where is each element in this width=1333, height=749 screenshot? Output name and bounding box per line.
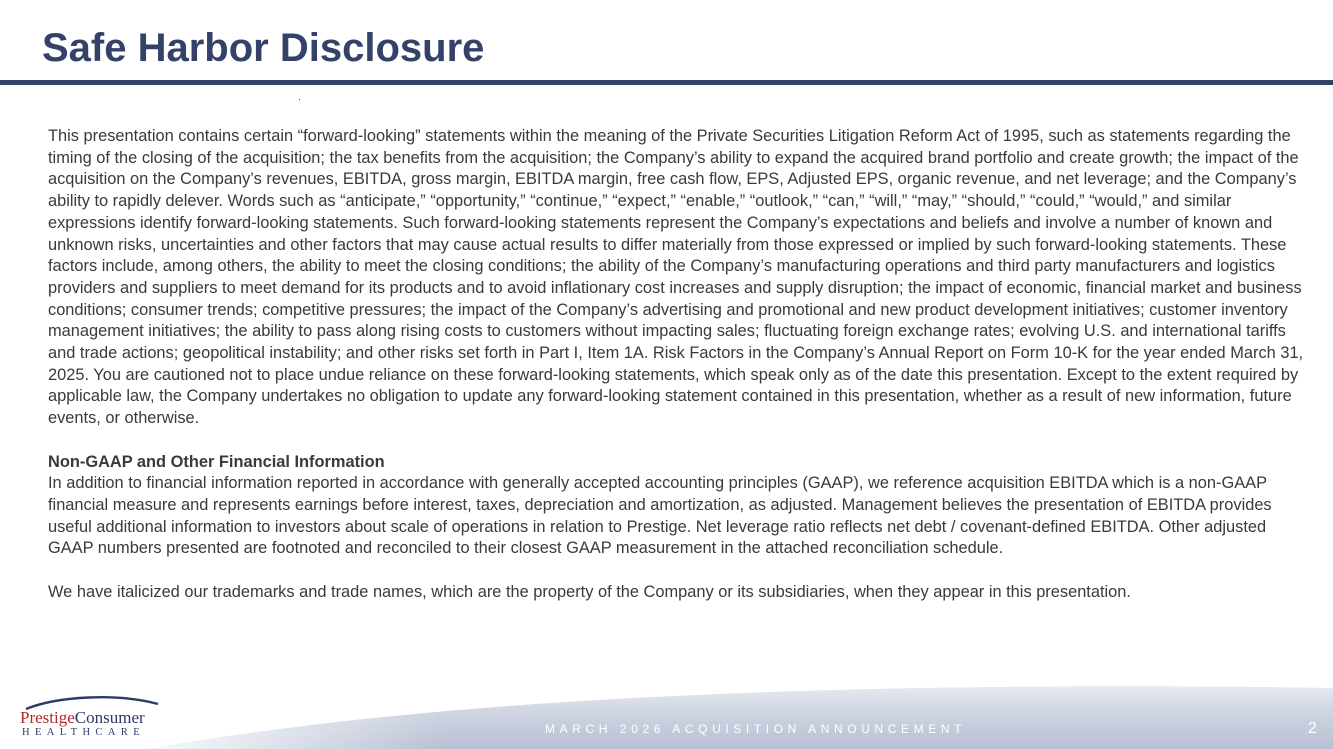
forward-looking-paragraph: This presentation contains certain “forward-looking” statements within the meaning of the Private Securities Litigation Reform Act of 1995, such as statements regarding the timing of the closing of the acquisition; the tax benefits from the acquisition; the Company’s ability to expand the acquired brand portfolio and create growth; the impact of the acquisition on the Company’s revenues, EBITDA, gross margin, EBITDA margin, free cash flow, EPS, Adjusted EPS, organic revenue, and net leverage; and the Company’s ability to rapidly delever. Words such as “anticipate,” “opportunity,” “continue,” “expect,” “enable,” “outlook,” “can,” “will,” “may,” “should,” “could,” “would,” and similar expressions identify forward-looking statements. Such forward-looking statements represent the Company’s expectations and beliefs and involve a number of known and unknown risks, uncertainties and other factors that may cause actual results to differ materially from those expressed or implied by such forward-looking statements. These factors include, among others, the ability to meet the closing conditions; the ability of the Company’s manufacturing operations and third party manufacturers and logistics providers and suppliers to meet demand for its products and to avoid inflationary cost increases and supply disruption; the impact of economic, financial market and business conditions; consumer trends; competitive pressures; the impact of the Company’s advertising and promotional and new product development initiatives; customer inventory management initiatives; the ability to pass along rising costs to customers without impacting sales; fluctuating foreign exchange rates; evolving U.S. and international tariffs and trade actions; geopolitical instability; and other risks set forth in Part I, Item 1A. Risk Factors in the Company’s Annual Report on Form 10-K for the year ended March 31, 2025. You are cautioned not to place undue reliance on these forward-looking statements, which speak only as of the date this presentation. Except to the extent required by applicable law, the Company undertakes no obligation to update any forward-looking statement contained in this presentation, whether as a result of new information, future events, or otherwise.: [48, 127, 1304, 428]
logo-wordmark: [20, 709, 145, 727]
trademarks-paragraph: We have italicized our trademarks and trade names, which are the property of the Company or its subsidiaries, when they appear in this presentation.: [48, 582, 1131, 601]
paragraph-spacer: [48, 560, 1310, 582]
disclosure-body: [48, 126, 1310, 603]
logo-brand-suffix: Consumer: [74, 708, 145, 727]
logo-subtitle: HEALTHCARE: [22, 727, 146, 738]
company-logo: [18, 694, 163, 742]
stray-mark: [299, 99, 300, 100]
footer-event-label: MARCH 2026 ACQUISITION ANNOUNCEMENT: [545, 722, 967, 736]
non-gaap-paragraph: In addition to financial information reported in accordance with generally accepted accounting principles (GAAP), we reference acquisition EBITDA which is a non-GAAP financial measure and represents earnings before interest, taxes, depreciation and amortization, as adjusted. Management believes the presentation of EBITDA provides useful additional information to investors about scale of operations in relation to Prestige. Net leverage ratio reflects net debt / covenant-defined EBITDA. Other adjusted GAAP numbers presented are footnoted and reconciled to their closest GAAP measurement in the attached reconciliation schedule.: [48, 474, 1272, 558]
non-gaap-heading: Non-GAAP and Other Financial Information: [48, 452, 385, 471]
logo-brand: Prestige: [20, 708, 75, 727]
paragraph-spacer: [48, 430, 1310, 452]
page-number: 2: [1308, 720, 1317, 737]
title-divider: [0, 80, 1333, 85]
slide-title: Safe Harbor Disclosure: [42, 26, 485, 70]
